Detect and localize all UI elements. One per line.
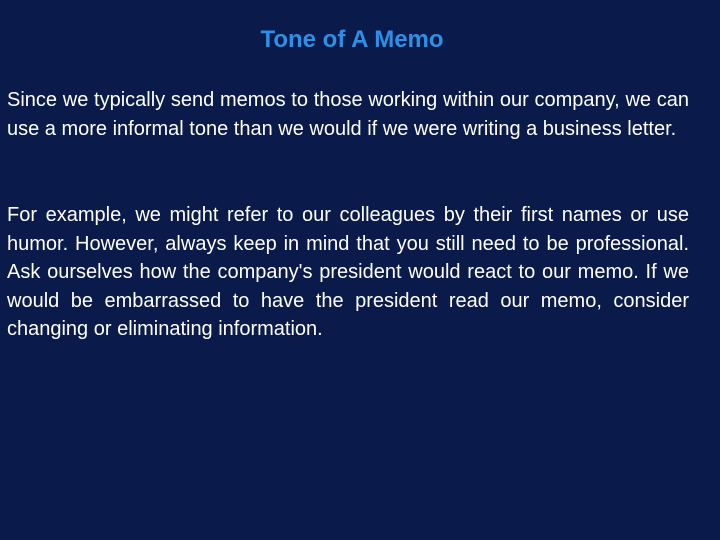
paragraph-intro: Since we typically send memos to those working within our company, we can use a more informal tone than we would if we were writing a business letter. <box>7 89 689 140</box>
paragraph-example: For example, we might refer to our colleagues by their first names or use humor. However, always keep in mind that you still need to be professional. Ask ourselves how the company's president would react to our memo. If we would be embarrassed to have the president read our memo, consider changing or eliminating information. <box>7 204 689 340</box>
slide-title: Tone of A Memo <box>260 26 444 53</box>
